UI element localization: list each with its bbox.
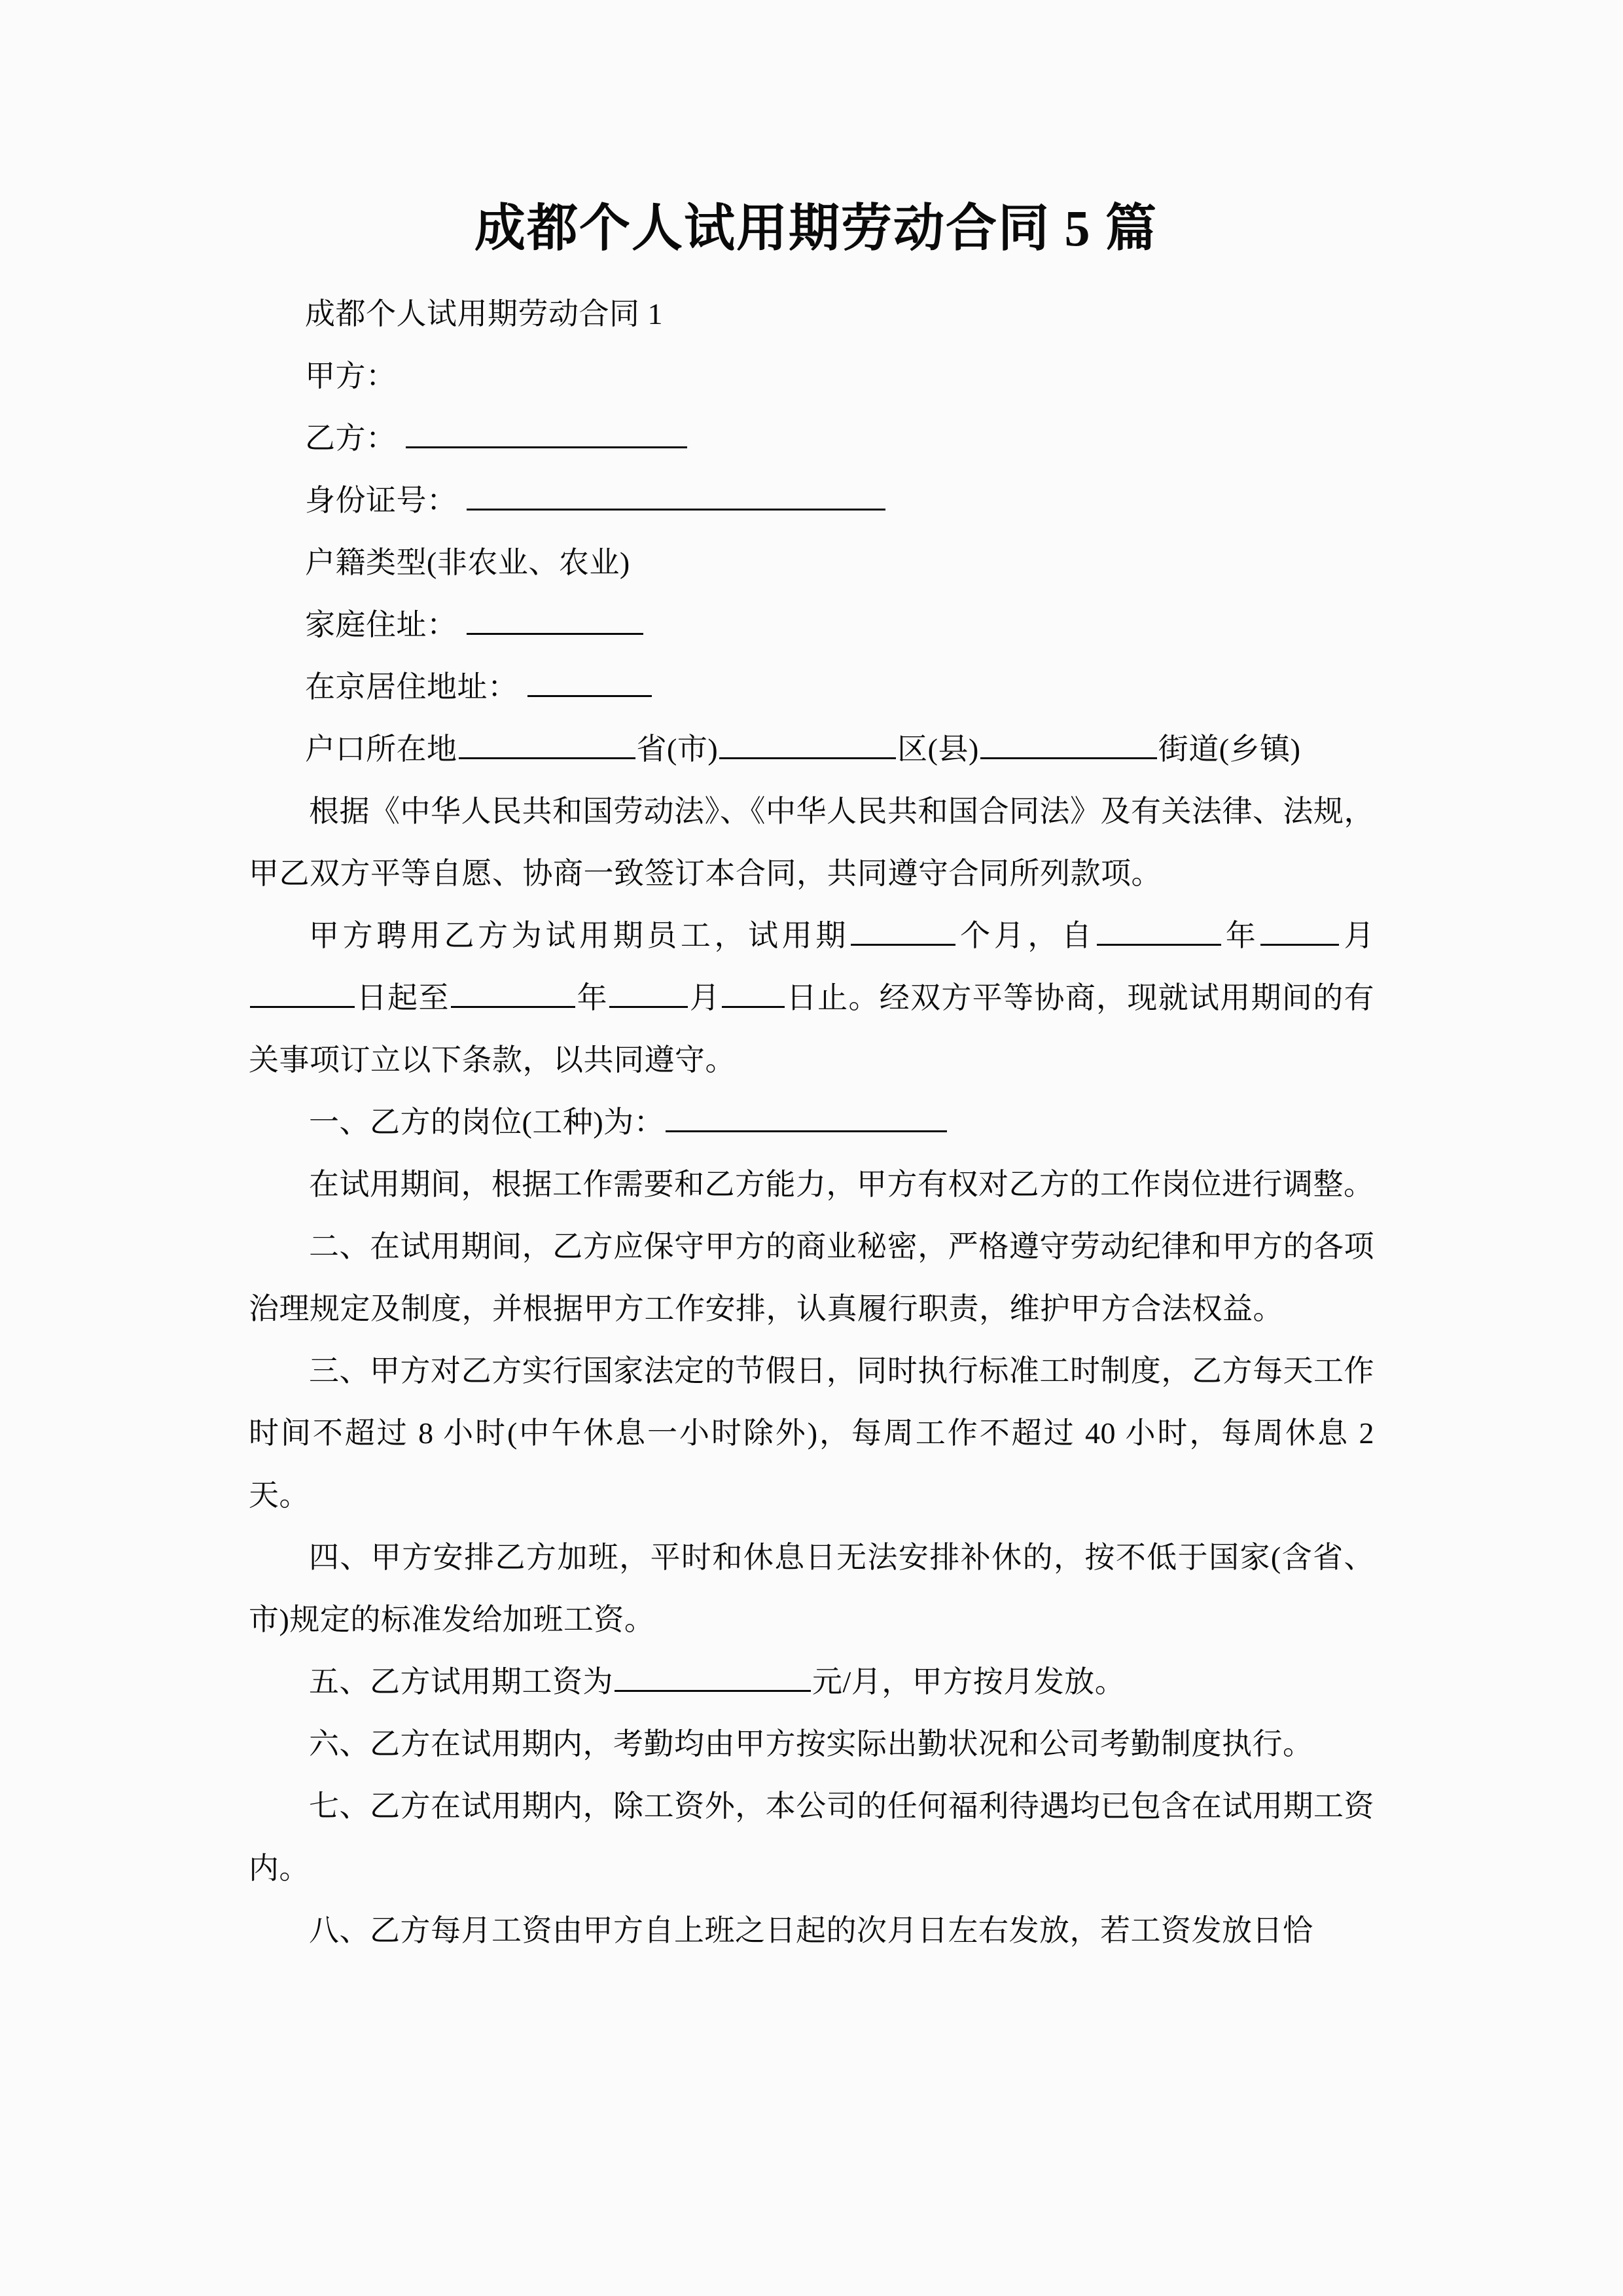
hire-term-part-6: 年 [576,980,608,1014]
clause-5-salary-blank[interactable] [615,1664,811,1692]
hire-term-paragraph [249,905,1374,1091]
field-party-b [249,407,1374,469]
hire-term-part-8: 日止。经双方平等协商，现就试用期间的 [786,980,1344,1014]
field-id-number [249,469,1374,531]
hire-start-day-blank[interactable] [250,980,355,1008]
field-household-type [249,531,1374,594]
clause-4: 四、甲方安排乙方加班，平时和休息日无法安排补休的，按不低于国家(含省、市)规定的标准发给加班工资。 [249,1540,1374,1636]
field-party-b-blank[interactable] [406,420,687,448]
field-home-address-label: 家庭住址： [305,607,457,641]
hire-end-month-blank[interactable] [609,980,688,1008]
field-hukou-province-blank[interactable] [459,731,635,759]
field-beijing-address-blank[interactable] [527,669,652,697]
clause-6: 六、乙方在试用期内，考勤均由甲方按实际出勤状况和公司考勤制度执行。 [309,1727,1313,1761]
field-hukou-district-blank[interactable] [719,731,896,759]
clause-1-position-blank[interactable] [666,1104,947,1132]
hire-term-part-2: 个月，自 [957,918,1096,952]
hire-term-part-4: 月 [1340,918,1374,952]
hire-term-part-1: 甲方聘用乙方为试用期员工，试用期 [309,918,849,952]
page-title: 成都个人试用期劳动合同 5 篇 [474,200,1158,257]
field-home-address [249,594,1374,656]
hire-end-day-blank[interactable] [722,980,785,1008]
field-hukou-street-blank[interactable] [980,731,1157,759]
hire-term-part-7: 月 [688,980,721,1014]
clause-2: 二、在试用期间，乙方应保守甲方的商业秘密，严格遵守劳动纪律和甲方的各项治理规定及制度，并根据甲方工作安排，认真履行职责，维护甲方合法权益。 [249,1229,1374,1325]
hire-months-blank[interactable] [851,918,955,946]
document-body [249,196,1374,1962]
document-subheading: 成都个人试用期劳动合同 1 [305,296,663,331]
clause-5 [249,1651,1374,1713]
clause-3: 三、甲方对乙方实行国家法定的节假日，同时执行标准工时制度，乙方每天工作时间不超过 8 小时(中午休息一小时除外)，每周工作不超过 40 小时，每周休息 2 天。 [249,1354,1374,1512]
field-beijing-address [249,656,1374,718]
field-hukou-province-label: 省(市) [636,732,719,766]
clause-1-body: 在试用期间，根据工作需要和乙方能力，甲方有权对乙方的工作岗位进行调整。 [309,1167,1374,1201]
clause-5-prefix: 五、乙方试用期工资为 [309,1664,613,1698]
hire-start-year-blank[interactable] [1097,918,1221,946]
field-party-b-label: 乙方： [305,421,397,455]
field-hukou-location [249,718,1374,780]
field-party-a-label: 甲方： [305,359,397,393]
field-household-type-label: 户籍类型(非农业、农业) [305,545,630,579]
field-home-address-blank[interactable] [467,607,643,635]
field-id-number-blank[interactable] [467,482,885,511]
hire-term-part-5: 日起至 [356,980,450,1014]
preamble-paragraph [249,780,1374,905]
field-hukou-prefix: 户口所在地 [305,732,457,766]
hire-term-part-9: 有关事项订立以下条款，以共同遵守。 [249,980,1375,1077]
hire-term-part-3: 年 [1222,918,1260,952]
hire-end-year-blank[interactable] [451,980,575,1008]
clause-5-suffix: 元/月，甲方按月发放。 [812,1664,1126,1698]
clause-1-heading [249,1091,1374,1153]
clause-7: 七、乙方在试用期内，除工资外，本公司的任何福利待遇均已包含在试用期工资内。 [249,1789,1374,1885]
clause-1-heading-text: 一、乙方的岗位(工种)为： [309,1105,665,1139]
field-id-number-label: 身份证号： [305,483,457,517]
preamble-line-2: 规，甲乙双方平等自愿、协商一致签订本合同，共同遵守合同所列款项。 [249,794,1374,890]
field-hukou-district-label: 区(县) [897,732,979,766]
field-hukou-street-label: 街道(乡镇) [1158,732,1301,766]
field-party-a [249,345,1374,407]
field-beijing-address-label: 在京居住地址： [305,670,518,704]
clause-8: 八、乙方每月工资由甲方自上班之日起的次月日左右发放，若工资发放日恰 [309,1913,1313,1947]
hire-start-month-blank[interactable] [1260,918,1339,946]
preamble-line-1: 根据《中华人民共和国劳动法》、《中华人民共和国合同法》及有关法律、法 [309,794,1313,828]
